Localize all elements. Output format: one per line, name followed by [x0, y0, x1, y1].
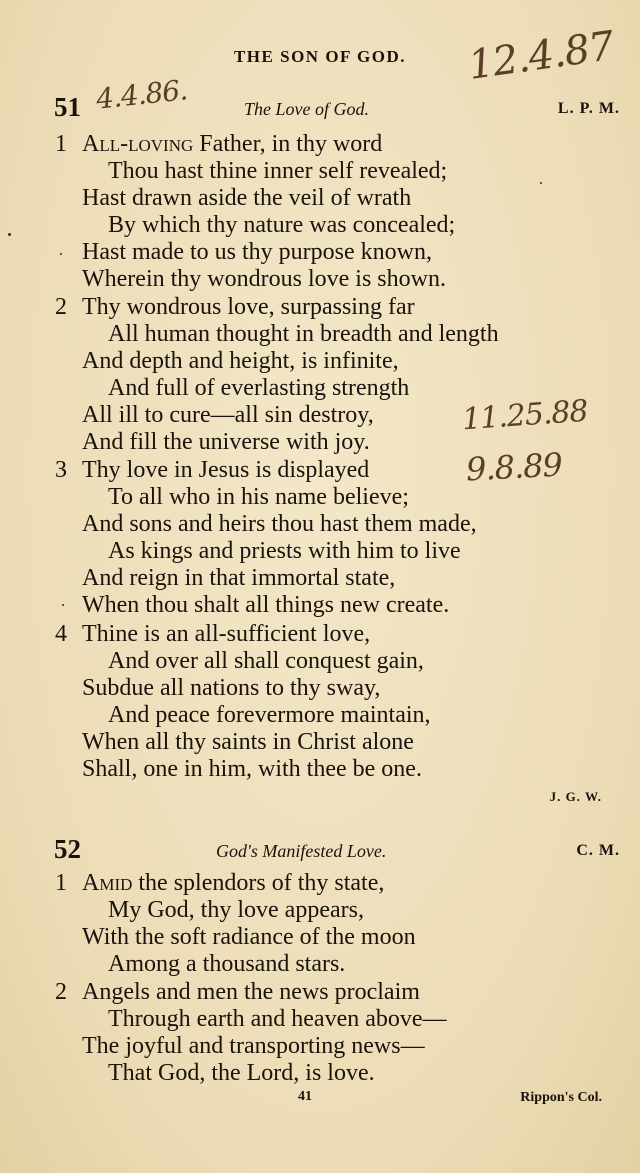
verse-line: Amid the splendors of thy state,: [82, 870, 385, 896]
verse-line: When thou shalt all things new create.: [82, 592, 450, 618]
hymn-meter: L. P. M.: [557, 100, 620, 117]
ink-speck: [8, 233, 11, 236]
verse-line: That God, the Lord, is love.: [108, 1060, 375, 1086]
handwritten-date-note: 12.4.87: [465, 23, 617, 89]
verse-line: Angels and men the news proclaim: [82, 979, 420, 1005]
verse-line: Subdue all nations to thy sway,: [82, 675, 381, 701]
ink-speck: [540, 182, 542, 184]
hymn-meter: C. M.: [576, 842, 620, 859]
verse-line: When all thy saints in Christ alone: [82, 729, 414, 755]
hymn-number: 51: [54, 92, 81, 122]
hymn-number: 52: [54, 834, 81, 864]
hymn-header: [0, 834, 640, 868]
verse-opening-word: Amid: [82, 870, 133, 896]
verse-line: All-loving Father, in thy word: [82, 131, 383, 157]
verse-number: 1: [55, 131, 67, 157]
verse-line: All human thought in breadth and length: [108, 321, 499, 347]
verse-line: With the soft radiance of the moon: [82, 924, 416, 950]
hymn-title: The Love of God.: [244, 99, 369, 119]
verse-line: The joyful and transporting news—: [82, 1033, 425, 1059]
verse-opening-word: All-loving: [82, 131, 194, 157]
verse-number: 2: [55, 294, 67, 320]
page-number: 41: [298, 1089, 312, 1104]
hymn-header: [0, 92, 640, 126]
verse-line: And full of everlasting strength: [108, 375, 410, 401]
hymn-title: God's Manifested Love.: [216, 841, 387, 861]
verse-line: Hast made to us thy purpose known,: [82, 239, 432, 265]
verse-line: To all who in his name believe;: [108, 484, 409, 510]
verse-line: And depth and height, is infinite,: [82, 348, 399, 374]
handwritten-date-note: 9.8.89: [465, 445, 563, 489]
verse-number: 3: [55, 457, 67, 483]
running-head: THE SON OF GOD.: [233, 47, 407, 66]
verse-line: Wherein thy wondrous love is shown.: [82, 266, 446, 292]
verse-line: Shall, one in him, with thee be one.: [82, 756, 422, 782]
verse-line: And fill the universe with joy.: [82, 429, 370, 455]
verse-line: Through earth and heaven above—: [108, 1006, 447, 1032]
verse-line: And over all shall conquest gain,: [108, 648, 424, 674]
verse-line: Thou hast thine inner self revealed;: [108, 158, 448, 184]
hymn-source: Rippon's Col.: [520, 1090, 602, 1105]
verse-line: All ill to cure—all sin destroy,: [82, 402, 374, 428]
handwritten-date-note: 11.25.88: [460, 393, 589, 438]
ink-speck: [60, 253, 62, 255]
verse-line: And peace forevermore maintain,: [108, 702, 431, 728]
verse-line: Thine is an all-sufficient love,: [82, 621, 371, 647]
handwritten-date-note: 4.4.86.: [94, 73, 189, 116]
verse-line: Thy wondrous love, surpassing far: [82, 294, 415, 320]
verse-number: 4: [55, 621, 67, 647]
verse-line: Hast drawn aside the veil of wrath: [82, 185, 412, 211]
verse-line: Thy love in Jesus is displayed: [82, 457, 370, 483]
verse-line: By which thy nature was concealed;: [108, 212, 456, 238]
verse-line: Among a thousand stars.: [108, 951, 346, 977]
verse-line: And reign in that immortal state,: [82, 565, 396, 591]
verse-line: As kings and priests with him to live: [108, 538, 461, 564]
verse-line: And sons and heirs thou hast them made,: [82, 511, 477, 537]
ink-speck: [62, 604, 64, 606]
hymn-author: J. G. W.: [549, 789, 602, 804]
verse-number: 2: [55, 979, 67, 1005]
verse-number: 1: [55, 870, 67, 896]
verse-line: My God, thy love appears,: [108, 897, 364, 923]
